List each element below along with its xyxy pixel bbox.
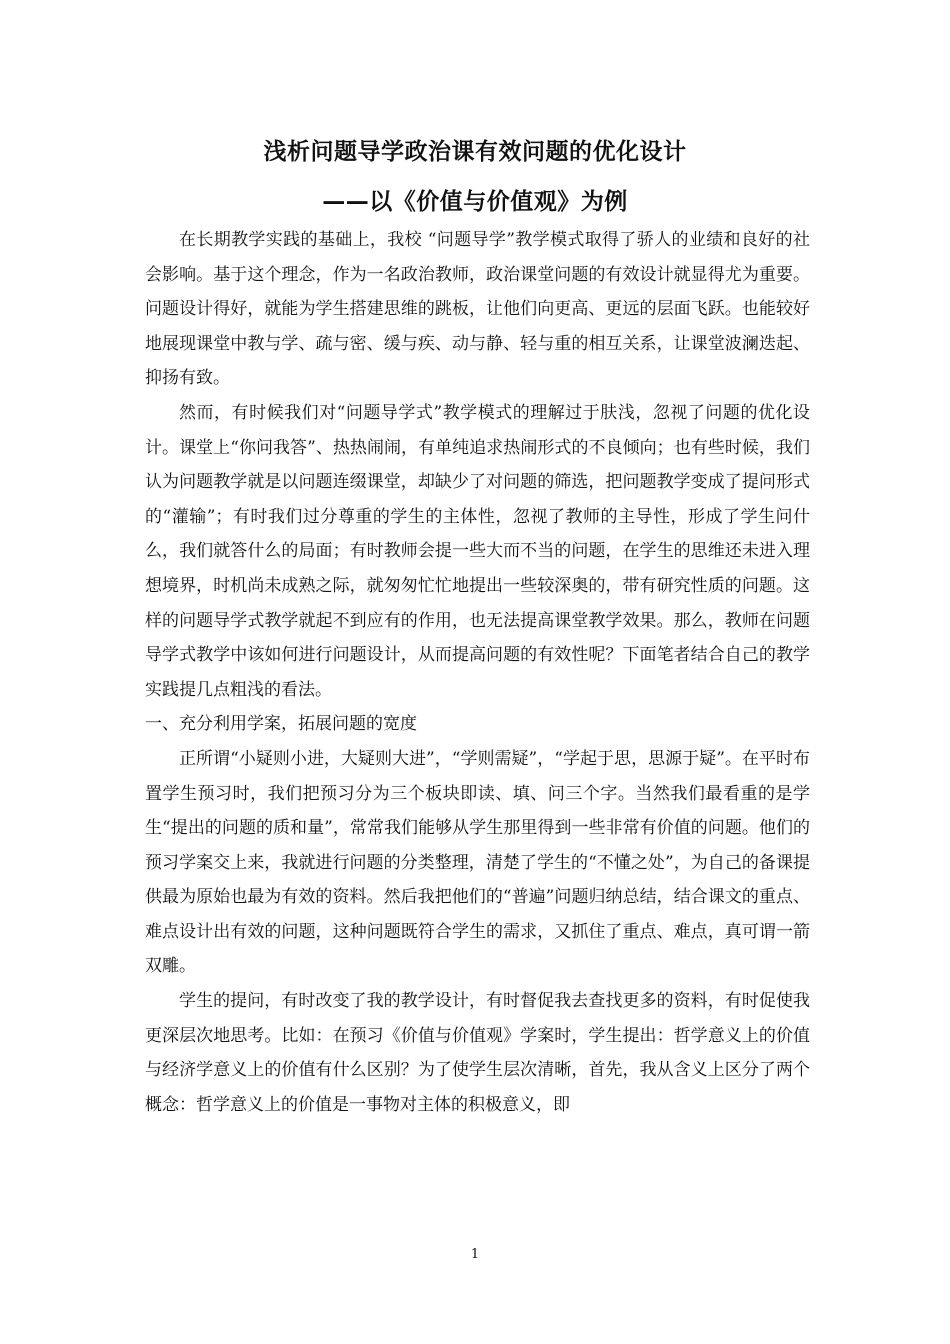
paragraph: 正所谓“小疑则小进，大疑则大进”，“学则需疑”，“学起于思，思源于疑”。在平时布置学生预习时，我们把预习分为三个板块即读、填、问三个字。当然我们最看重的是学生“提出的问题的质和量”，常常我们能够从学生那里得到一些非常有价值的问题。他们的预习学案交上来，我就进行问题的分类整理，清楚了学生的“不懂之处”，为自己的备课提供最为原始也最为有效的资料。然后我把他们的“普遍”问题归纳总结，结合课文的重点、难点设计出有效的问题，这种问题既符合学生的需求，又抓住了重点、难点，真可谓一箭双雕。 — [145, 748, 810, 977]
paragraph: 在长期教学实践的基础上，我校 “问题导学”教学模式取得了骄人的业绩和良好的社会影响。基于这个理念，作为一名政治教师，政治课堂问题的有效设计就显得尤为重要。问题设计得好，就能为学生搭建思维的跳板，让他们向更高、更远的层面飞跃。也能较好地展现课堂中教与学、疏与密、缓与疾、动与静、轻与重的相互关系，让课堂波澜迭起、抑扬有致。 — [145, 230, 810, 389]
section-heading: 一、充分利用学案，拓展问题的宽度 — [145, 714, 417, 735]
page-number: 1 — [470, 1247, 480, 1262]
paragraph: 学生的提问，有时改变了我的教学设计，有时督促我去查找更多的资料，有时促使我更深层次地思考。比如：在预习《价值与价值观》学案时，学生提出：哲学意义上的价值与经济学意义上的价值有什么区别？为了使学生层次清晰，首先，我从含义上区分了两个概念：哲学意义上的价值是一事物对主体的积极意义，即 — [145, 991, 810, 1115]
paragraph: 然而，有时候我们对“问题导学式”教学模式的理解过于肤浅，忽视了问题的优化设计。课堂上“你问我答”、热热闹闹，有单纯追求热闹形式的不良倾向；也有些时候，我们认为问题教学就是以问题连缀课堂，却缺少了对问题的筛选，把问题教学变成了提问形式的“灌输”；有时我们过分尊重的学生的主体性，忽视了教师的主导性，形成了学生问什么，我们就答什么的局面；有时教师会提一些大而不当的问题，在学生的思维还未进入理想境界，时机尚未成熟之际，就匆匆忙忙地提出一些较深奥的，带有研究性质的问题。这样的问题导学式教学就起不到应有的作用，也无法提高课堂教学效果。那么，教师在问题导学式教学中该如何进行问题设计，从而提高问题的有效性呢？下面笔者结合自己的教学实践提几点粗浅的看法。 — [145, 402, 810, 700]
document-title: 浅析问题导学政治课有效问题的优化设计 — [263, 139, 687, 165]
document-subtitle: ——以《价值与价值观》为例 — [322, 189, 628, 215]
document-body — [145, 223, 810, 1122]
